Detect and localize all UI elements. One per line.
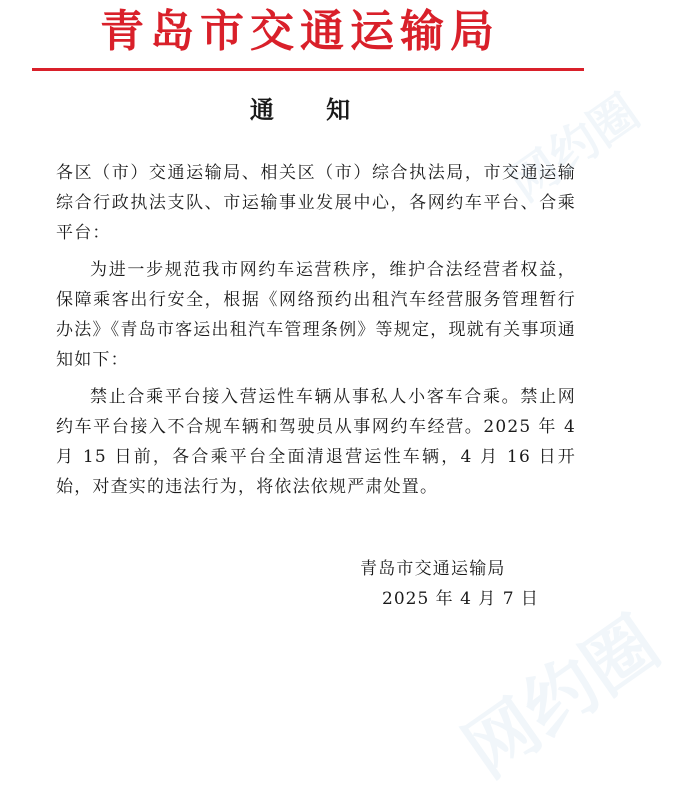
addressee-paragraph: 各区（市）交通运输局、相关区（市）综合执法局，市交通运输综合行政执法支队、市运输事业发展中心，各网约车平台、合乘平台： (56, 163, 576, 243)
body-paragraph-1: 为进一步规范我市网约车运营秩序，维护合法经营者权益，保障乘客出行安全，根据《网络预约出租汽车经营服务管理暂行办法》《青岛市客运出租汽车管理条例》等规定，现就有关事项通知如下： (56, 260, 576, 370)
notice-title: 通 知 (249, 96, 373, 124)
letterhead-title: 青岛市交通运输局 (100, 6, 500, 57)
body-paragraph-2: 禁止合乘平台接入营运性车辆从事私人小客车合乘。禁止网约车平台接入不合规车辆和驾驶员从事网约车经营。2025 年 4 月 15 日前，各合乘平台全面清退营运性车辆，4 月 16 日开始，对查实的违法行为，将依法依规严肃处置。 (56, 387, 576, 497)
watermark-logo: 网约圈 (448, 600, 675, 794)
letterhead-red-rule (32, 68, 584, 71)
signature-date: 2025 年 4 月 7 日 (382, 589, 539, 609)
watermark-logo: 网约圈 (499, 83, 650, 213)
signature-organization: 青岛市交通运输局 (360, 559, 506, 579)
